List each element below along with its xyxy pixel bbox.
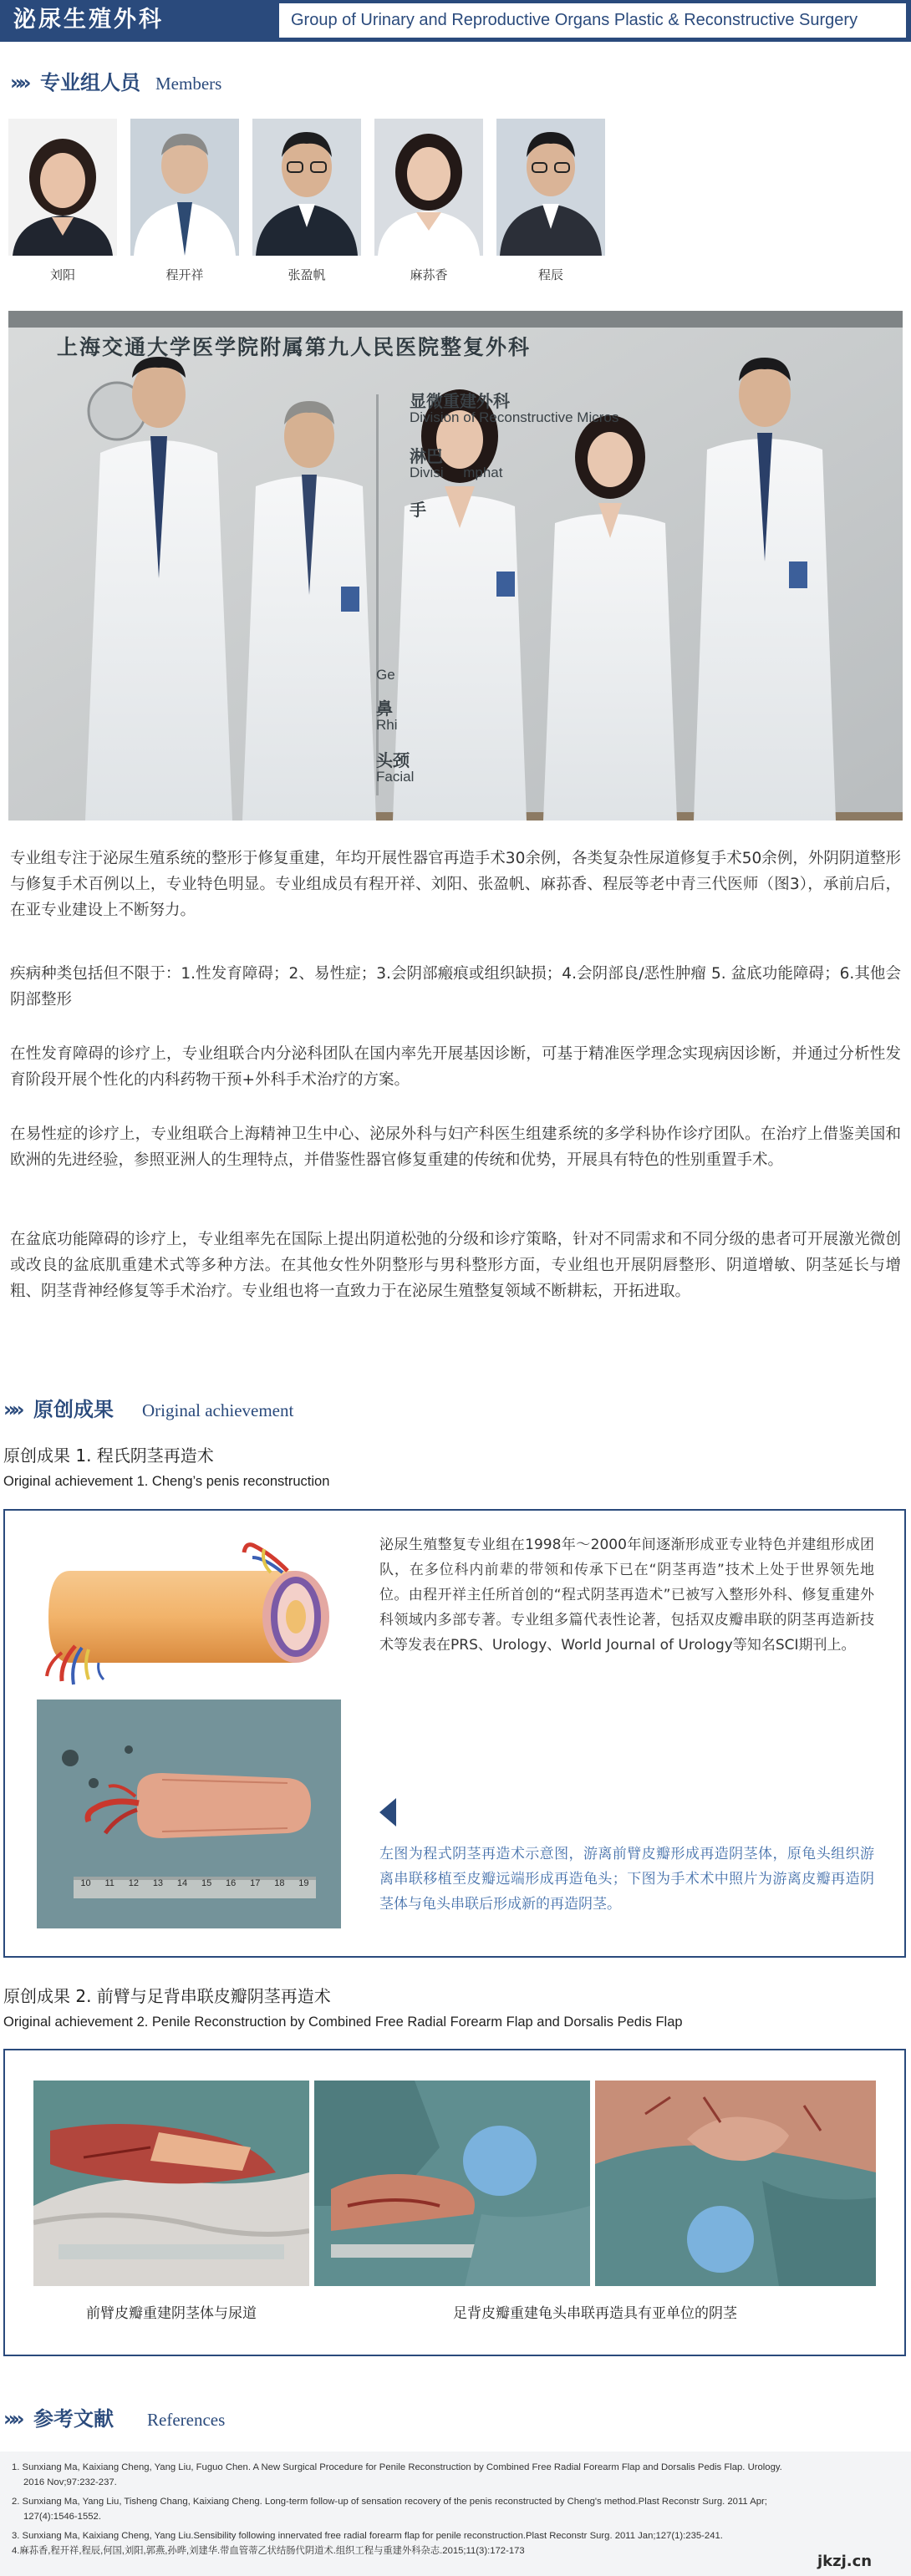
photo-sign: 显微重建外科	[410, 391, 510, 411]
ruler-number: 12	[128, 1878, 139, 1888]
caption-right: 足背皮瓣重建龟头串联再造具有亚单位的阴茎	[453, 2305, 737, 2322]
references-title-en: References	[147, 2410, 226, 2430]
member-name: 程辰	[537, 267, 563, 282]
header-title: 泌尿生殖外科	[13, 7, 164, 33]
member-photo	[496, 119, 605, 256]
section-chevron-icon: »	[12, 1398, 20, 1421]
ruler-number: 15	[201, 1878, 212, 1888]
ruler-number: 13	[152, 1878, 164, 1888]
achievement2-title: 原创成果 2. 前臂与足背串联皮瓣阴茎再造术	[3, 1986, 331, 2006]
reference-item: 3. Sunxiang Ma, Kaixiang Cheng, Yang Liu.Sensibility following innervated free radial forearm flap for penile reconstruction.Plast Reconstr Surg. 2011 Jan;127(1):235-241.	[12, 2531, 723, 2541]
header-subtitle: Group of Urinary and Reproductive Organs Plastic & Reconstructive Surgery	[291, 11, 858, 29]
photo-sign: 淋巴	[410, 446, 443, 466]
references-title: 参考文献	[33, 2407, 114, 2431]
achievement-title-en: Original achievement	[142, 1400, 294, 1420]
members-title-en: Members	[155, 74, 222, 94]
member-name: 程开祥	[165, 267, 204, 282]
caption-left: 前臂皮瓣重建阴茎体与尿道	[86, 2305, 257, 2322]
achievement2-box	[3, 2049, 906, 2356]
achievement2-title-en: Original achievement 2. Penile Reconstruction by Combined Free Radial Forearm Flap and Dorsalis Pedis Flap	[3, 2015, 683, 2030]
surgical-photo	[37, 1700, 341, 1928]
watermark-logo	[817, 2552, 872, 2572]
member-photo	[130, 119, 239, 256]
intro-paragraph: 在性发育障碍的诊疗上，专业组联合内分泌科团队在国内率先开展基因诊断，可基于精准医学理念实现病因诊断，并通过分析性发育阶段开展个性化的内科药物干预+外科手术治疗的方案。	[10, 1045, 901, 1089]
ruler-number: 17	[250, 1878, 261, 1888]
intro-paragraph: 在盆底功能障碍的诊疗上，专业组率先在国际上提出阴道松弛的分级和诊疗策略，针对不同需求和不同分级的患者可开展激光微创或改良的盆底肌重建术式等多种方法。在其他女性外阴整形与男科整形方面，专业组也开展阴唇整形、阴道增敏、阴茎延长与增粗、阴茎背神经修复等手术治疗。专业组也将一直致力于在泌尿生殖整复领域不断耕耘，开拓进取。	[10, 1231, 901, 1300]
ruler-scale	[74, 1878, 316, 1888]
intro-paragraph: 专业组专注于泌尿生殖系统的整形于修复重建，年均开展性器官再造手术30余例，各类复杂性尿道修复手术50余例，外阴阴道整形与修复手术百例以上，专业特色明显。专业组成员有程开祥、刘阳、张盈帆、麻荪香、程辰等老中青三代医师（图3），承前启后，在亚专业建设上不断努力。	[10, 850, 901, 919]
member-name: 张盈帆	[288, 267, 326, 282]
member-name: 刘阳	[49, 267, 75, 282]
ruler-number: 19	[298, 1878, 309, 1888]
member-photo	[374, 119, 483, 256]
ruler-number: 16	[226, 1878, 237, 1888]
member-photo	[8, 119, 117, 256]
photo-sign-hospital: 上海交通大学医学院附属第九人民医院整复外科	[57, 335, 532, 359]
ruler-number: 18	[274, 1878, 285, 1888]
photo-sign: 手	[410, 500, 426, 520]
achievement1-description: 泌尿生殖整复专业组在1998年～2000年间逐渐形成亚专业特色并建组形成团队，在多位科内前辈的带领和传承下已在“阴茎再造”技术上处于世界领先地位。由程开祥主任所首创的“程式阴茎再造术”已被写入整形外科、修复重建外科领域内多部专著。专业组多篇代表性论著，包括双皮瓣串联的阴茎再造新技术等发表在PRS、Urology、World Journal of Urology等知名SCI期刊上。	[379, 1537, 874, 1654]
photo-sign: Division of Reconstructive Micros	[410, 409, 619, 425]
photo-sign: Ge	[376, 667, 395, 683]
group-photo	[8, 311, 903, 821]
reconstruction-diagram	[45, 1537, 354, 1688]
forearm-flap-photo	[33, 2081, 309, 2286]
section-chevron-icon: »	[3, 1398, 12, 1421]
watermark-text: jkzj.cn	[817, 2553, 873, 2570]
section-chevron-icon: »	[3, 2407, 12, 2431]
triangle-pointer-icon	[379, 1798, 396, 1827]
member-photo	[252, 119, 361, 256]
reference-item: 2. Sunxiang Ma, Yang Liu, Tisheng Chang, Kaixiang Cheng. Long-term follow-up of sensation recovery of the penis reconstructed by Cheng's method.Plast Reconstr Surg. 2011 Apr;	[12, 2497, 767, 2507]
members-title: 专业组人员	[40, 71, 140, 94]
dorsalis-pedis-flap-photo	[314, 2081, 590, 2286]
section-chevron-icon: »	[18, 71, 27, 94]
photo-sign: Divisi mphat	[410, 465, 503, 480]
photo-sign: 头颈	[376, 750, 410, 770]
achievement-title: 原创成果	[33, 1398, 114, 1421]
photo-sign: Facial	[376, 769, 415, 785]
reference-item: 4.麻荪香,程开祥,程辰,何国,刘阳,郭燕,孙晔,刘建华.带血管蒂乙状结肠代阴道术.组织工程与重建外科杂志.2015;11(3):172-173	[12, 2546, 525, 2556]
reference-item: 127(4):1546-1552.	[23, 2512, 101, 2522]
reference-item: 2016 Nov;97:232-237.	[23, 2477, 117, 2487]
section-chevron-icon: »	[10, 71, 18, 94]
photo-sign: 鼻	[376, 699, 393, 719]
achievement1-title: 原创成果 1. 程氏阴茎再造术	[3, 1446, 214, 1466]
reference-item: 1. Sunxiang Ma, Kaixiang Cheng, Yang Liu, Fuguo Chen. A New Surgical Procedure for Penile Reconstruction by Combined Free Radial Forearm Flap and Dorsalis Pedis Flap. Urology.	[12, 2462, 782, 2472]
ruler-number: 14	[176, 1878, 188, 1888]
photo-sign: Rhi	[376, 717, 398, 733]
reconstructed-penis-photo	[595, 2081, 876, 2286]
ruler-number: 11	[104, 1878, 115, 1888]
intro-paragraph: 在易性症的诊疗上，专业组联合上海精神卫生中心、泌尿外科与妇产科医生组建系统的多学科协作诊疗团队。在治疗上借鉴美国和欧洲的先进经验，参照亚洲人的生理特点，并借鉴性器官修复重建的传统和优势，开展具有特色的性别重置手术。	[10, 1125, 901, 1169]
member-name: 麻荪香	[410, 267, 448, 282]
achievement1-note: 左图为程式阴茎再造术示意图，游离前臂皮瓣形成再造阴茎体，原龟头组织游离串联移植至皮瓣远端形成再造龟头；下图为手术术中照片为游离皮瓣再造阴茎体与龟头串联后形成新的再造阴茎。	[379, 1846, 874, 1913]
achievement1-box	[3, 1509, 906, 1958]
intro-paragraph: 疾病种类包括但不限于：1.性发育障碍；2、易性症；3.会阴部瘢痕或组织缺损；4.会阴部良/恶性肿瘤 5. 盆底功能障碍；6.其他会阴部整形	[10, 965, 901, 1009]
ruler-number: 10	[80, 1878, 91, 1888]
section-chevron-icon: »	[12, 2407, 20, 2431]
achievement1-title-en: Original achievement 1. Cheng’s penis reconstruction	[3, 1474, 330, 1489]
